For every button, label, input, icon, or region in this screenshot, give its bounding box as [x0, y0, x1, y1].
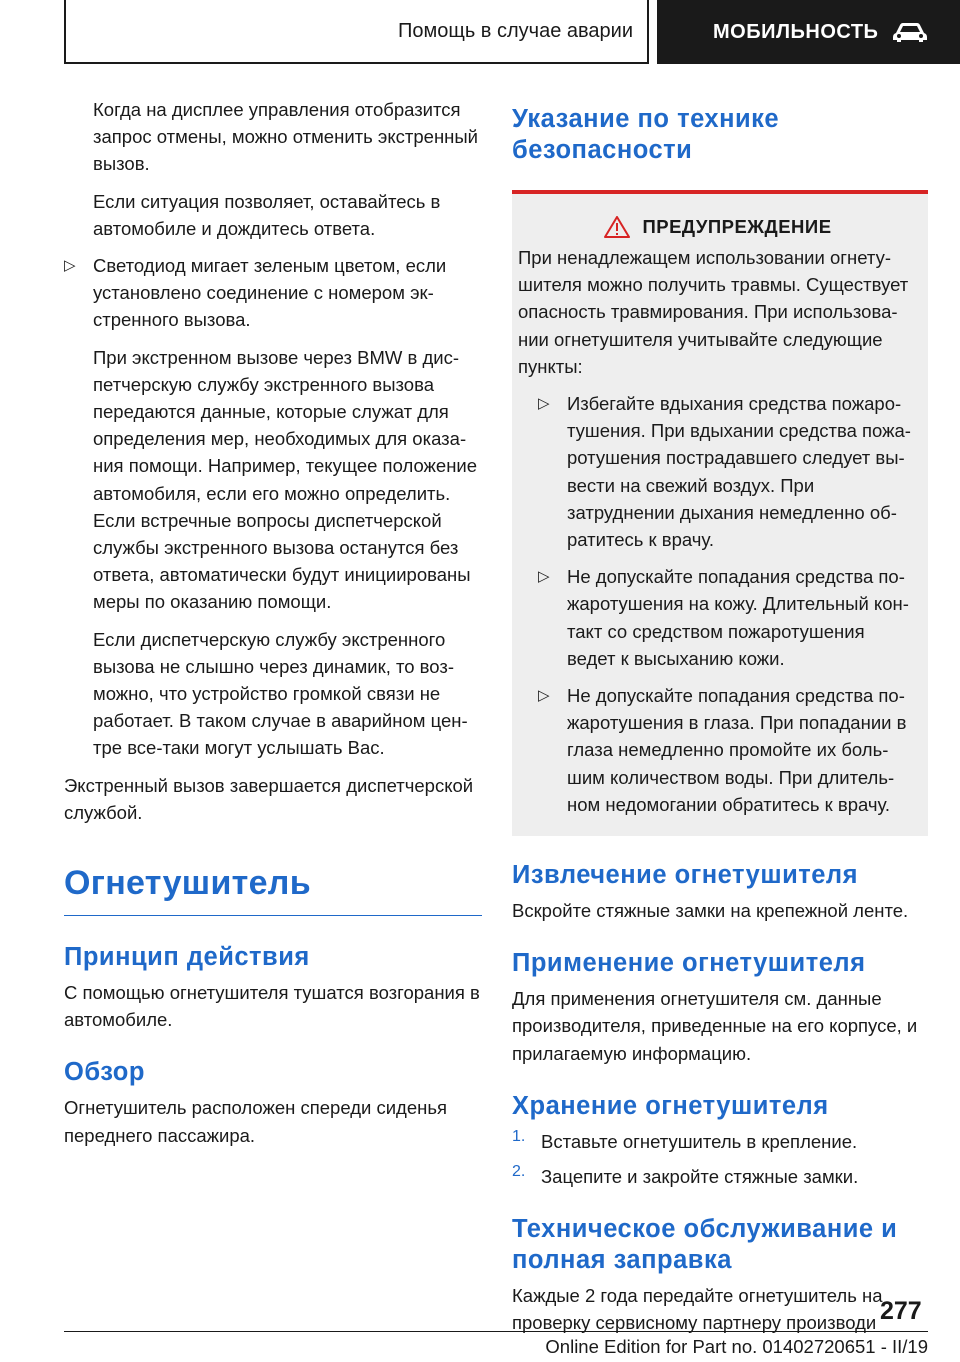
chapter-heading: Огнетушитель: [64, 864, 482, 916]
step-text: Вставьте огнетушитель в крепление.: [541, 1130, 858, 1152]
section-heading: Хранение огнетушителя: [512, 1091, 829, 1120]
warning-box: [512, 190, 928, 836]
warning-triangle-icon: [604, 216, 630, 238]
warning-title-row: [518, 216, 918, 238]
list-item: [538, 390, 918, 553]
header-section-title: Помощь в случае аварии: [398, 19, 633, 42]
paragraph: Экстренный вызов завершается диспетчерской службой.: [64, 774, 474, 823]
section-heading: Извлечение огнетушителя: [512, 861, 859, 890]
left-column: [64, 96, 482, 1159]
footer-edition: Online Edition for Part no. 01402720651 - II/19: [545, 1336, 928, 1357]
triangle-bullet-icon: ▷: [538, 687, 550, 705]
section-heading: Применение огнетушителя: [512, 949, 866, 978]
header-chapter-title: МОБИЛЬНОСТЬ: [713, 20, 879, 43]
paragraph: Если ситуация позволяет, оставайтесь в автомобиле и дождитесь ответа.: [93, 190, 441, 239]
list-item-text: Избегайте вдыхания средства пожаротушения. При вдыхании средства пожаротушения пострадавшего следует вывести на свежий воздух. При затруднении дыхания немедленно обратитесь к врачу.: [567, 393, 911, 551]
page-number: 277: [880, 1297, 922, 1325]
paragraph: При экстренном вызове через BMW в диспетчерскую службу экстренного вызова передаются данные, которые служат для определения мер, необходимых для оказания помощи. Например, текущее положение автомобиля, если его можно определить. Если встречные вопросы диспетчерской службы экстренного вызова останутся без ответа, автоматически будут инициированы меры по оказанию помощи.: [93, 346, 478, 613]
section-heading: Техническое обслуживание и полная заправка: [512, 1215, 898, 1275]
step-text: Зацепите и закройте стяжные замки.: [541, 1166, 859, 1188]
paragraph: Огнетушитель расположен спереди сиденья переднего пассажира.: [64, 1097, 448, 1146]
triangle-bullet-icon: ▷: [538, 395, 550, 413]
right-column: [512, 96, 928, 1347]
numbered-step: [512, 1128, 928, 1155]
triangle-bullet-icon: ▷: [538, 568, 550, 586]
car-icon: [892, 21, 928, 43]
header-section-tab: [64, 0, 649, 64]
paragraph: Когда на дисплее управления отобразится запрос отмены, можно отменить экстренный вызов.: [93, 99, 479, 175]
list-item: [64, 252, 482, 334]
section-heading: Указание по технике безопасности: [512, 105, 780, 164]
warning-title: ПРЕДУПРЕЖДЕНИЕ: [642, 216, 832, 237]
step-number: 2.: [512, 1163, 526, 1181]
warning-text: При ненадлежащем использовании огнетушителя можно получить травмы. Существует опасность травмирования. При использовании огнетушителя учитывайте следующие пункты:: [518, 247, 909, 377]
numbered-step: [512, 1163, 928, 1190]
triangle-bullet-icon: ▷: [64, 257, 76, 275]
paragraph: Каждые 2 года передайте огнетушитель на проверку сервисному партнеру производи: [512, 1285, 883, 1334]
paragraph: Если диспетчерскую службу экстренного вызова не слышно через динамик, то возможно, что устройство громкой связи не работает. В таком случае в аварийном центре все-таки могут услышать Вас.: [93, 628, 468, 759]
step-number: 1.: [512, 1127, 526, 1145]
section-heading: Принцип действия: [64, 943, 310, 972]
list-item: [538, 563, 918, 672]
section-heading: Обзор: [64, 1058, 145, 1087]
list-item-text: Не допускайте попадания средства пожаротушения на кожу. Длительный контакт со средством пожаротушения ведет к высыханию кожи.: [567, 566, 909, 669]
list-item: [538, 682, 918, 818]
list-item-text: Светодиод мигает зеленым цветом, если установлено соединение с номером экстренного вызова.: [93, 255, 447, 331]
paragraph: Вскройте стяжные замки на крепежной ленте.: [512, 900, 909, 922]
footer-divider: [64, 1331, 928, 1332]
header-chapter-tab: [657, 0, 960, 64]
paragraph: Для применения огнетушителя см. данные производителя, приведенные на его корпусе, и прилагаемую информацию.: [512, 988, 918, 1064]
list-item-text: Не допускайте попадания средства пожаротушения в глаза. При попадании в глаза немедленно промойте их большим количеством воды. При длительном недомогании обратитесь к врачу.: [567, 685, 907, 815]
paragraph: С помощью огнетушителя тушатся возгорания в автомобиле.: [64, 982, 480, 1031]
